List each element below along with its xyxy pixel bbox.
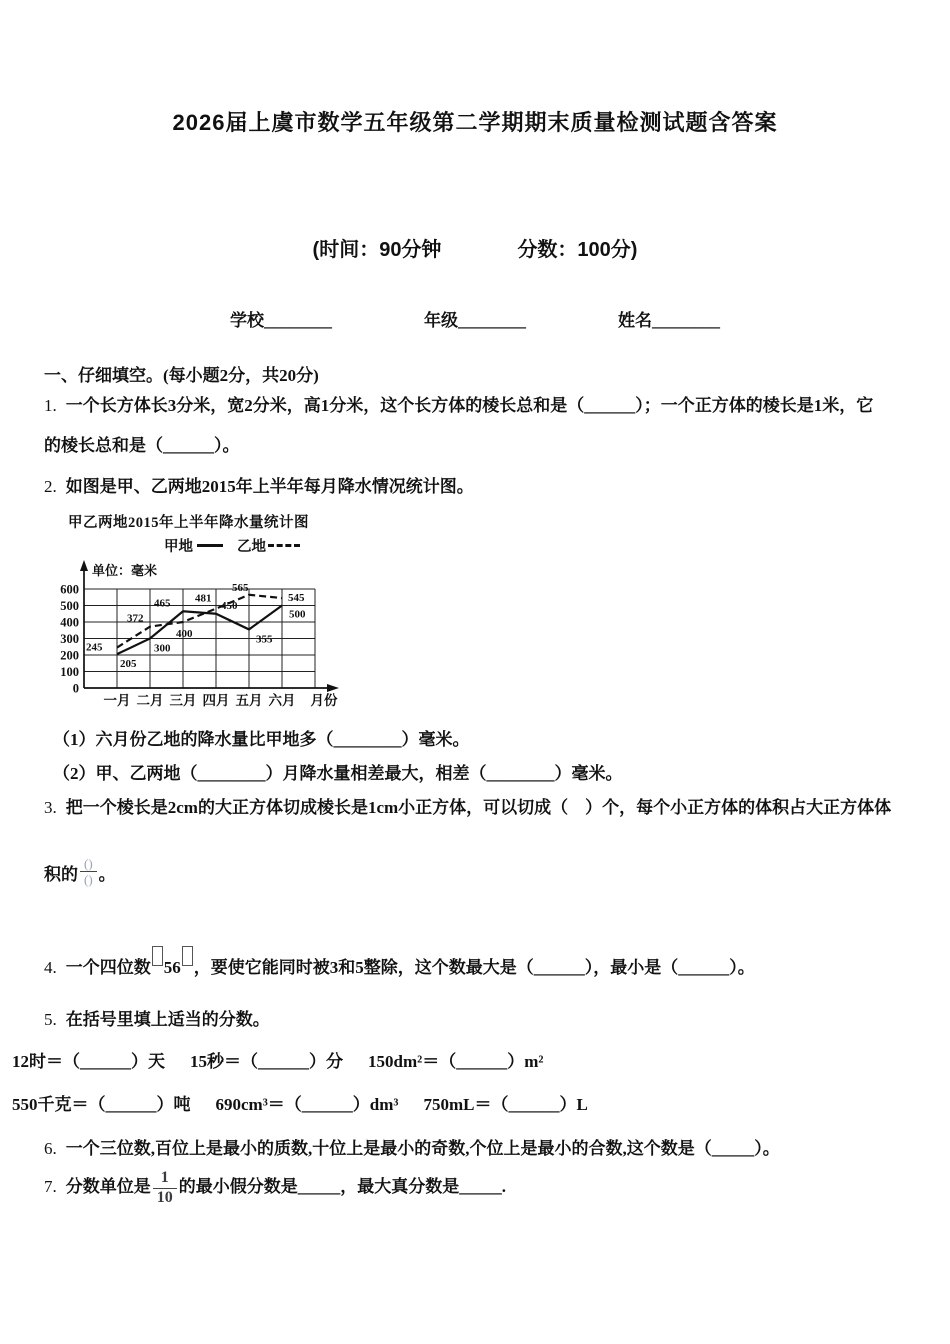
- conversion-row-2: [12, 1094, 906, 1115]
- exam-score: 分数：100分): [517, 239, 638, 261]
- conversion-item: 690cm³＝（______）dm³: [215, 1094, 399, 1114]
- grade-field: 年级________: [424, 311, 526, 330]
- question-2: 2. 如图是甲、乙两地2015年上半年每月降水情况统计图。: [44, 476, 474, 496]
- svg-text:600: 600: [60, 582, 79, 597]
- rainfall-chart-svg: [46, 558, 352, 712]
- svg-text:一月: 一月: [103, 692, 131, 708]
- svg-text:205: 205: [120, 657, 137, 670]
- question-1-line-2: 的棱长总和是（______）。: [44, 436, 240, 456]
- name-field: 姓名________: [618, 311, 720, 330]
- chart-legend: [164, 535, 366, 556]
- svg-text:月份: 月份: [310, 692, 338, 708]
- solid-line-sample: [197, 544, 223, 547]
- question-2-sub-2: （2）甲、乙两地（________）月降水量相差最大，相差（________）毫米。: [53, 764, 623, 783]
- legend-label-jia: 甲地: [164, 538, 193, 555]
- school-blank: ________: [264, 311, 332, 330]
- svg-text:481: 481: [195, 592, 212, 605]
- svg-text:六月: 六月: [268, 692, 296, 708]
- question-4: 4. 一个四位数 56 ，要使它能同时被3和5整除，这个数最大是（______），最小是（______）。: [44, 953, 906, 978]
- conversion-item: 550千克＝（______）吨: [12, 1094, 191, 1114]
- svg-text:0: 0: [72, 681, 79, 696]
- svg-text:545: 545: [288, 591, 305, 604]
- question-1-line-1: 1. 一个长方体长3分米，宽2分米，高1分米，这个长方体的棱长总和是（______）；一个正方体的棱长是1米，它: [44, 396, 874, 415]
- question-6: 6. 一个三位数,百位上是最小的质数,十位上是最小的奇数,个位上是最小的合数,这个数是（_____）。: [44, 1138, 780, 1158]
- fraction-denominator: 10: [156, 1188, 173, 1206]
- question-5: 5. 在括号里填上适当的分数。: [44, 1010, 270, 1030]
- page-title: 2026届上虞市数学五年级第二学期期末质量检测试题含答案: [172, 110, 778, 135]
- student-fields: [44, 306, 906, 331]
- svg-text:500: 500: [289, 608, 306, 621]
- school-field: 学校________: [230, 311, 332, 330]
- svg-text:400: 400: [60, 615, 79, 630]
- rainfall-chart: [46, 511, 366, 712]
- legend-label-yi: 乙地: [237, 538, 266, 555]
- question-3-line-2: 积的 $\frac{()}{()}$ 。: [44, 855, 116, 888]
- conversion-item: 12时＝（______）天: [12, 1052, 165, 1072]
- conversion-item: 15秒＝（______）分: [190, 1052, 343, 1072]
- empty-digit-box-left: [152, 946, 163, 966]
- fraction-one-tenth: [153, 1170, 177, 1207]
- svg-text:四月: 四月: [202, 692, 230, 708]
- chart-title: 甲乙两地2015年上半年降水量统计图: [68, 514, 309, 531]
- exam-meta: [44, 233, 906, 262]
- svg-text:565: 565: [232, 581, 249, 594]
- conversion-item: 150dm²＝（______）m²: [368, 1052, 544, 1072]
- svg-text:465: 465: [154, 597, 171, 610]
- question-2-sub-1: （1）六月份乙地的降水量比甲地多（________）毫米。: [53, 729, 470, 749]
- empty-digit-box-right: [182, 946, 193, 966]
- question-7: 7. 分数单位是 $\frac{1}{10}$ 的最小假分数是_____，最大真分数是_____.: [44, 1169, 506, 1206]
- svg-text:200: 200: [60, 648, 79, 663]
- blank-fraction: [80, 857, 97, 887]
- question-7-number: 7.: [44, 1177, 57, 1197]
- question-1-number: 1.: [44, 396, 57, 415]
- name-blank: ________: [652, 311, 720, 330]
- svg-text:五月: 五月: [235, 692, 263, 708]
- svg-text:三月: 三月: [169, 692, 197, 708]
- svg-text:400: 400: [176, 627, 193, 640]
- svg-text:450: 450: [221, 599, 238, 612]
- conversion-row-1: [12, 1051, 906, 1072]
- dashed-line-sample: [268, 544, 300, 547]
- svg-text:355: 355: [256, 633, 273, 646]
- question-5-number: 5.: [44, 1010, 57, 1030]
- svg-text:300: 300: [60, 631, 79, 646]
- section-one-heading: 一、仔细填空。(每小题2分，共20分): [44, 366, 319, 385]
- question-3-number: 3.: [44, 798, 57, 818]
- svg-text:372: 372: [127, 612, 144, 625]
- question-4-number: 4.: [44, 957, 57, 977]
- fraction-numerator: 1: [153, 1170, 177, 1189]
- svg-text:500: 500: [60, 598, 79, 613]
- question-6-number: 6.: [44, 1138, 57, 1158]
- grade-blank: ________: [458, 311, 526, 330]
- question-2-number: 2.: [44, 476, 57, 496]
- fraction-denominator-blank: (): [84, 872, 93, 888]
- svg-text:245: 245: [86, 641, 103, 654]
- conversion-item: 750mL＝（______）L: [423, 1094, 588, 1114]
- svg-text:100: 100: [60, 664, 79, 679]
- exam-time: (时间：90分钟: [312, 239, 442, 261]
- svg-text:二月: 二月: [136, 692, 164, 708]
- svg-text:300: 300: [154, 642, 171, 655]
- fraction-numerator-blank: (): [80, 857, 97, 873]
- question-3-line-1: 3. 把一个棱长是2cm的大正方体切成棱长是1cm小正方体，可以切成（ ）个，每个小正方体的体积占大正方体体: [44, 798, 892, 818]
- svg-text:单位：毫米: 单位：毫米: [92, 562, 158, 578]
